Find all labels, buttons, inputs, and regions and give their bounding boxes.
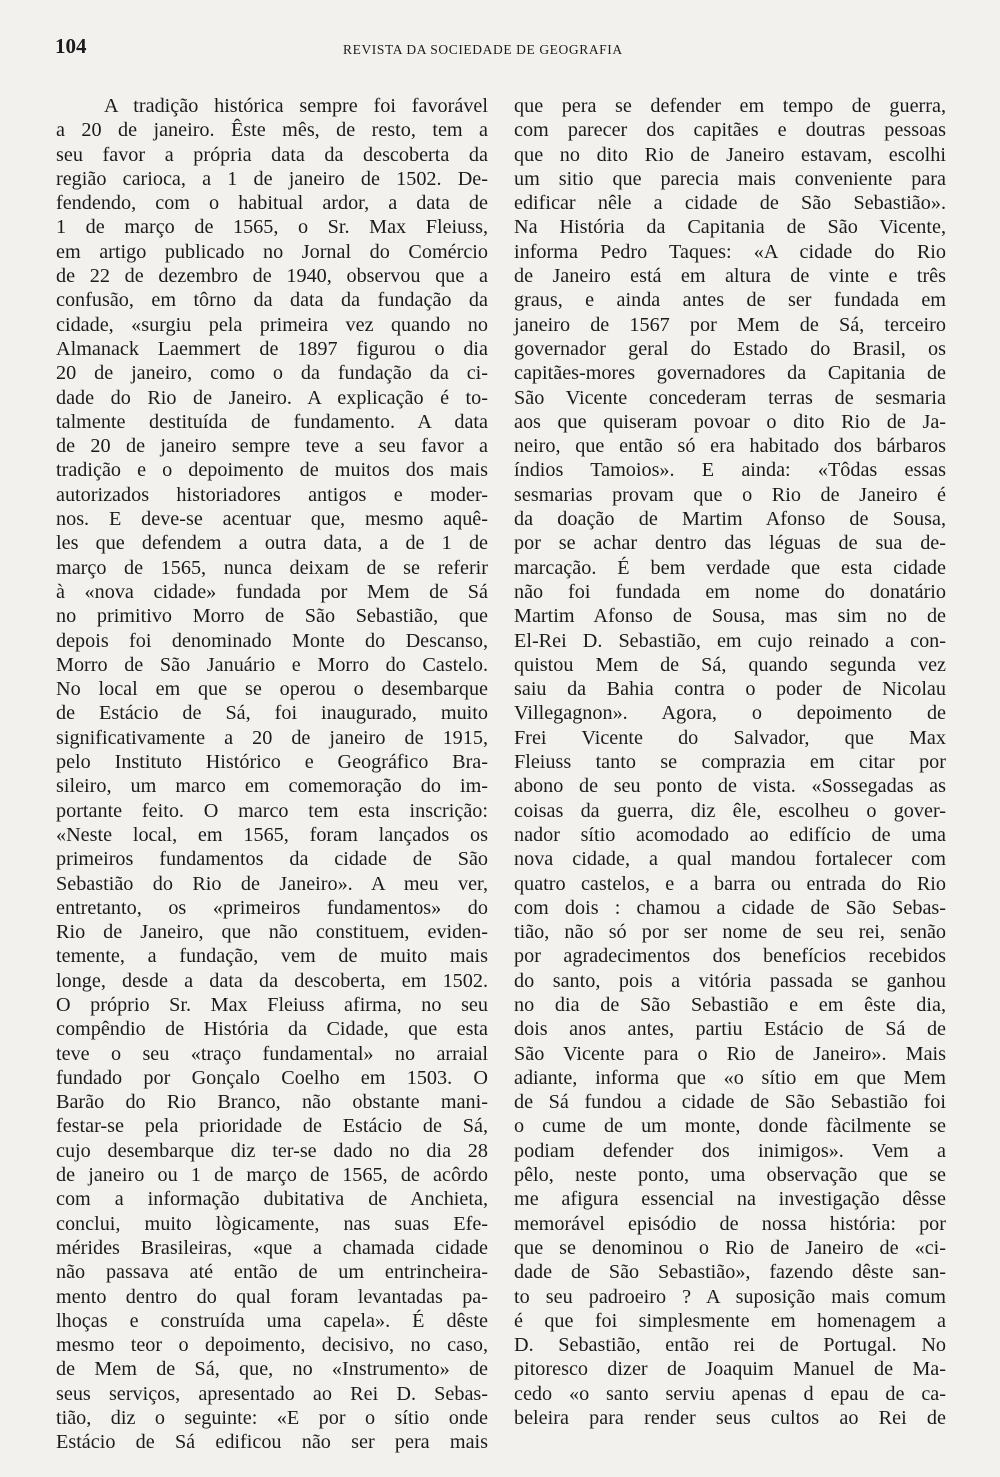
text-line: nador sítio acomodado ao edifício de uma [514,823,946,846]
text-line: de Estácio de Sá, foi inaugurado, muito [56,702,488,725]
text-line: quistou Mem de Sá, quando segunda vez [514,653,946,676]
text-line: longe, desde a data da descoberta, em 1502. [56,969,488,992]
text-line: que se denominou o Rio de Janeiro de «ci- [514,1236,946,1259]
text-line: marcação. É bem verdade que esta cidade [514,556,946,579]
text-line: de 20 de janeiro sempre teve a seu favor a [56,435,488,458]
text-line: portante feito. O marco tem esta inscrição: [56,799,488,822]
text-line: El-Rei D. Sebastião, em cujo reinado a con- [514,629,946,652]
text-line: São Vicente para o Rio de Janeiro». Mais [514,1042,946,1065]
text-line: capitães-mores governadores da Capitania de [514,362,946,385]
running-title: REVISTA DA SOCIEDADE DE GEOGRAFIA [343,42,623,57]
text-line: com dois : chamou a cidade de São Sebas- [514,896,946,919]
text-line: Sebastião do Rio de Janeiro». A meu ver, [56,872,488,895]
text-line: pêlo, neste ponto, uma observação que se [514,1164,946,1187]
text-line: no dia de São Sebastião e em êste dia, [514,993,946,1016]
text-line: D. Sebastião, então rei de Portugal. No [514,1334,946,1357]
text-line: fendendo, com o habitual ardor, a data de [56,192,488,215]
text-line: governador geral do Estado do Brasil, os [514,337,946,360]
text-line: compêndio de História da Cidade, que esta [56,1018,488,1041]
text-line: primeiros fundamentos da cidade de São [56,848,488,871]
left-text-column [56,94,488,1455]
text-line: no primitivo Morro de São Sebastião, que [56,605,488,628]
text-line: tradição e o depoimento de muitos dos mais [56,459,488,482]
text-line: informa Pedro Taques: «A cidade do Rio [514,240,946,263]
text-line: em artigo publicado no Jornal do Comércio [56,240,488,263]
text-line: adiante, informa que «o sítio em que Mem [514,1066,946,1089]
text-line: do santo, pois a vitória passada se ganhou [514,969,946,992]
text-line: neiro, que então só era habitado dos bárbaros [514,435,946,458]
text-line: nova cidade, a qual mandou fortalecer com [514,848,946,871]
text-line: 20 de janeiro, como o da fundação da ci- [56,362,488,385]
page-header [55,34,948,64]
text-line: temente, a fundação, vem de muito mais [56,945,488,968]
text-line: Villegagnon». Agora, o depoimento de [514,702,946,725]
text-line: Frei Vicente do Salvador, que Max [514,726,946,749]
text-line: mérides Brasileiras, «que a chamada cidade [56,1236,488,1259]
text-line: memorável episódio de nossa história: por [514,1212,946,1235]
text-line: de Mem de Sá, que, no «Instrumento» de [56,1358,488,1381]
text-line: dade de São Sebastião», fazendo dêste san- [514,1261,946,1284]
text-line: Estácio de Sá edificou não ser pera mais [56,1431,488,1454]
text-line: de 22 de dezembro de 1940, observou que a [56,265,488,288]
text-line: que pera se defender em tempo de guerra, [514,95,946,117]
text-line: cujo desembarque diz ter-se dado no dia 28 [56,1139,488,1162]
text-line: podiam defender dos inimigos». Vem a [514,1139,946,1162]
text-line: fundado por Gonçalo Coelho em 1503. O [56,1066,488,1089]
text-line: les que defendem a outra data, a de 1 de [56,532,488,555]
text-line: to seu padroeiro ? A suposição mais comum [514,1285,946,1308]
text-line: graus, e ainda antes de ser fundada em [514,289,946,312]
text-line: talmente destituída de fundamento. A data [56,410,488,433]
text-line: com a informação dubitativa de Anchieta, [56,1188,488,1211]
text-line: tião, diz o seguinte: «E por o sítio onde [56,1407,488,1430]
text-line: edificar nêle a cidade de São Sebastião». [514,192,946,215]
text-line: à «nova cidade» fundada por Mem de Sá [56,580,488,603]
text-line: nos. E deve-se acentuar que, mesmo aquê- [56,508,488,531]
text-line: pelo Instituto Histórico e Geográfico Bra- [56,751,488,774]
text-line: São Vicente concederam terras de sesmaria [514,386,946,409]
text-line: coisas da guerra, diz êle, escolheu o gover- [514,799,946,822]
text-line: Na História da Capitania de São Vicente, [514,216,946,239]
text-line: saiu da Bahia contra o poder de Nicolau [514,678,946,701]
text-line: abono de seu ponto de vista. «Sossegadas as [514,775,946,798]
text-line: A tradição histórica sempre foi favorável [104,95,488,117]
text-line: um sitio que parecia mais conveniente para [514,167,946,190]
text-line: teve o seu «traço fundamental» no arraial [56,1042,488,1065]
text-line: conclui, muito lògicamente, nas suas Efe- [56,1212,488,1235]
text-line: seu favor a própria data da descoberta da [56,143,488,166]
text-line: entretanto, os «primeiros fundamentos» do [56,896,488,919]
text-line: cedo «o santo serviu apenas d epau de ca- [514,1382,946,1405]
text-line: região carioca, a 1 de janeiro de 1502. De- [56,167,488,190]
text-line: Rio de Janeiro, que não constituem, eviden- [56,921,488,944]
text-line: da doação de Martim Afonso de Sousa, [514,508,946,531]
page-number: 104 [55,34,87,58]
text-line: Fleiuss tanto se comprazia em citar por [514,751,946,774]
text-line: Almanack Laemmert de 1897 figurou o dia [56,337,488,360]
text-line: índios Tamoios». E ainda: «Tôdas essas [514,459,946,482]
text-line: março de 1565, nunca deixam de se referir [56,556,488,579]
text-line: No local em que se operou o desembarque [56,678,488,701]
text-line: cidade, «surgiu pela primeira vez quando no [56,313,488,336]
text-line: não foi fundada em nome do donatário [514,580,946,603]
text-line: a 20 de janeiro. Êste mês, de resto, tem a [56,119,488,142]
text-line: confusão, em tôrno da data da fundação da [56,289,488,312]
text-line: significativamente a 20 de janeiro de 1915, [56,726,488,749]
text-line: festar-se pela prioridade de Estácio de Sá, [56,1115,488,1138]
text-line: de Sá fundou a cidade de São Sebastião foi [514,1091,946,1114]
text-line: dade do Rio de Janeiro. A explicação é to- [56,386,488,409]
text-line: «Neste local, em 1565, foram lançados os [56,823,488,846]
text-line: 1 de março de 1565, o Sr. Max Fleiuss, [56,216,488,239]
text-line: de janeiro ou 1 de março de 1565, de acôrdo [56,1164,488,1187]
text-line: seus serviços, apresentado ao Rei D. Sebas- [56,1382,488,1405]
text-line: dois anos antes, partiu Estácio de Sá de [514,1018,946,1041]
right-text-column [514,94,946,1430]
text-line: o cume de um monte, donde fàcilmente se [514,1115,946,1138]
text-line: por se achar dentro das léguas de sua de- [514,532,946,555]
text-line: é que foi simplesmente em homenagem a [514,1309,946,1332]
text-line: O próprio Sr. Max Fleiuss afirma, no seu [56,993,488,1016]
text-line: mento dentro do qual foram levantadas pa- [56,1285,488,1308]
text-line: que no dito Rio de Janeiro estavam, escolhi [514,143,946,166]
text-line: não passava até então de um entrincheira- [56,1261,488,1284]
text-line: aos que quiseram povoar o dito Rio de Ja- [514,410,946,433]
text-line: autorizados historiadores antigos e moder- [56,483,488,506]
text-line: sesmarias provam que o Rio de Janeiro é [514,483,946,506]
text-line: me afigura essencial na investigação dêsse [514,1188,946,1211]
text-line: Morro de São Januário e Morro do Castelo. [56,653,488,676]
text-line: depois foi denominado Monte do Descanso, [56,629,488,652]
text-line: quatro castelos, e a barra ou entrada do Rio [514,872,946,895]
text-line: Barão do Rio Branco, não obstante mani- [56,1091,488,1114]
text-line: Martim Afonso de Sousa, mas sim no de [514,605,946,628]
text-line: tião, não só por ser nome de seu rei, senão [514,921,946,944]
text-line: pitoresco dizer de Joaquim Manuel de Ma- [514,1358,946,1381]
text-line: lhoças e construída uma capela». É dêste [56,1309,488,1332]
text-line: de Janeiro está em altura de vinte e três [514,265,946,288]
text-line: com parecer dos capitães e doutras pessoas [514,119,946,142]
text-line: janeiro de 1567 por Mem de Sá, terceiro [514,313,946,336]
text-line: beleira para render seus cultos ao Rei de [514,1407,946,1430]
text-line: mesmo teor o depoimento, decisivo, no caso, [56,1334,488,1357]
text-line: sileiro, um marco em comemoração do im- [56,775,488,798]
text-line: por agradecimentos dos benefícios recebidos [514,945,946,968]
